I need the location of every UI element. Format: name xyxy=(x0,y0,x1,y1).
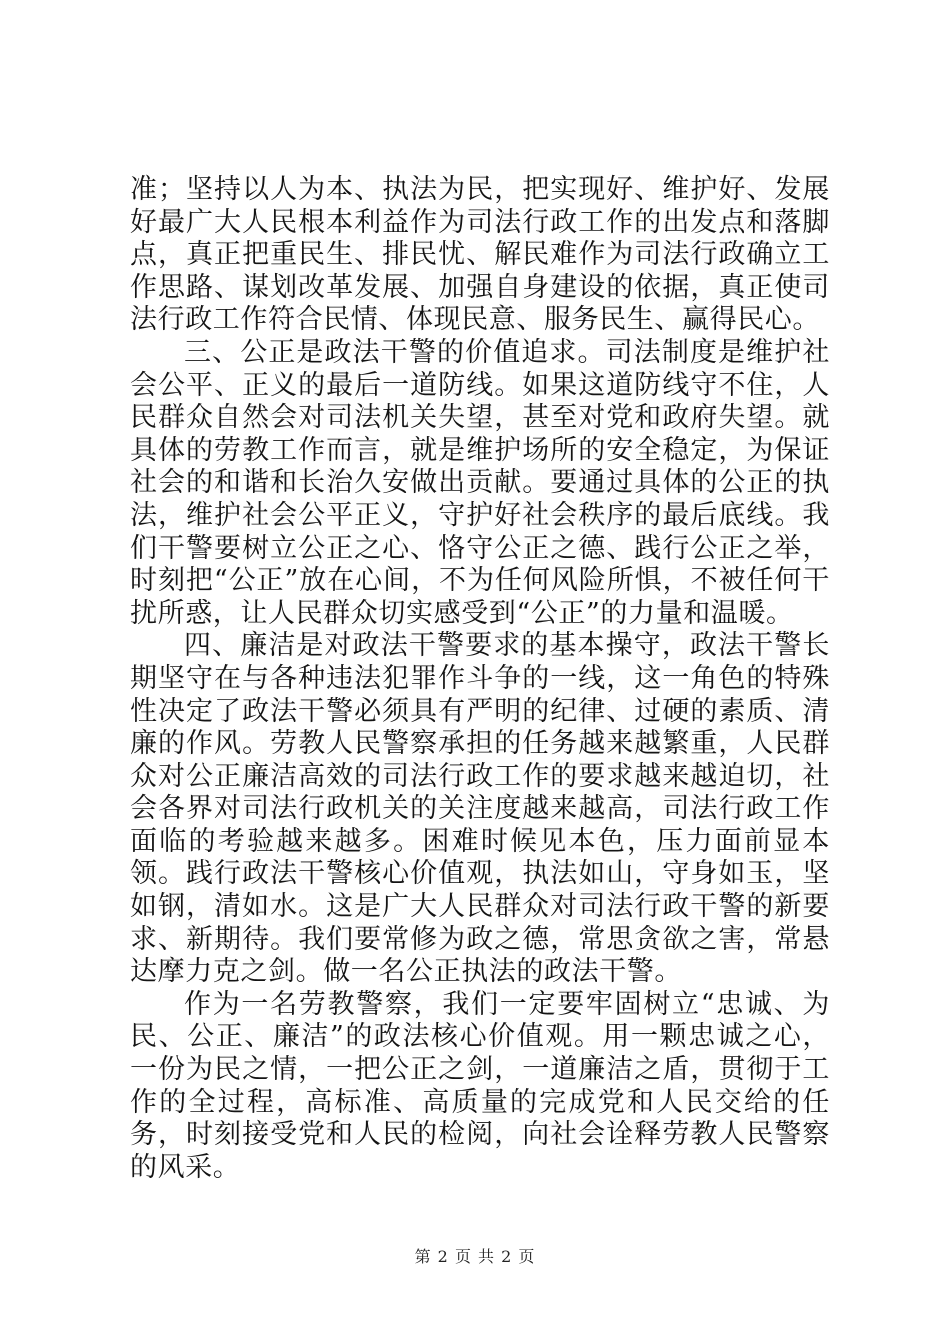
page-number-footer: 第 2 页 共 2 页 xyxy=(414,1247,536,1266)
paragraph-integrity: 四、廉洁是对政法干警要求的基本操守，政法干警长期坚守在与各种违法犯罪作斗争的一线，这一角色的特殊性决定了政法干警必须具有严明的纪律、过硬的素质、清廉的作风。劳教人民警察承担的任务越来越繁重，人民群众对公正廉洁高效的司法行政工作的要求越来越迫切，社会各界对司法行政机关的关注度越来越高，司法行政工作面临的考验越来越多。困难时候见本色，压力面前显本领。践行政法干警核心价值观，执法如山，守身如玉，坚如钢，清如水。这是广大人民群众对司法行政干警的新要求、新期待。我们要常修为政之德，常思贪欲之害，常悬达摩力克之剑。做一名公正执法的政法干警。 xyxy=(130,630,830,988)
paragraph-justice: 三、公正是政法干警的价值追求。司法制度是维护社会公平、正义的最后一道防线。如果这道防线守不住，人民群众自然会对司法机关失望，甚至对党和政府失望。就具体的劳教工作而言，就是维护场所的安全稳定，为保证社会的和谐和长治久安做出贡献。要通过具体的公正的执法，维护社会公平正义，守护好社会秩序的最后底线。我们干警要树立公正之心、恪守公正之德、践行公正之举，时刻把“公正”放在心间，不为任何风险所惧，不被任何干扰所惑，让人民群众切实感受到“公正”的力量和温暖。 xyxy=(130,336,830,629)
paragraph-continuation: 准；坚持以人为本、执法为民，把实现好、维护好、发展好最广大人民根本利益作为司法行政工作的出发点和落脚点，真正把重民生、排民忧、解民难作为司法行政确立工作思路、谋划改革发展、加强自身建设的依据，真正使司法行政工作符合民情、体现民意、服务民生、赢得民心。 xyxy=(130,174,830,336)
document-body xyxy=(130,174,830,1184)
paragraph-conclusion: 作为一名劳教警察，我们一定要牢固树立“忠诚、为民、公正、廉洁”的政法核心价值观。用一颗忠诚之心，一份为民之情，一把公正之剑，一道廉洁之盾，贯彻于工作的全过程，高标准、高质量的完成党和人民交给的任务，时刻接受党和人民的检阅，向社会诠释劳教人民警察的风采。 xyxy=(130,988,830,1183)
